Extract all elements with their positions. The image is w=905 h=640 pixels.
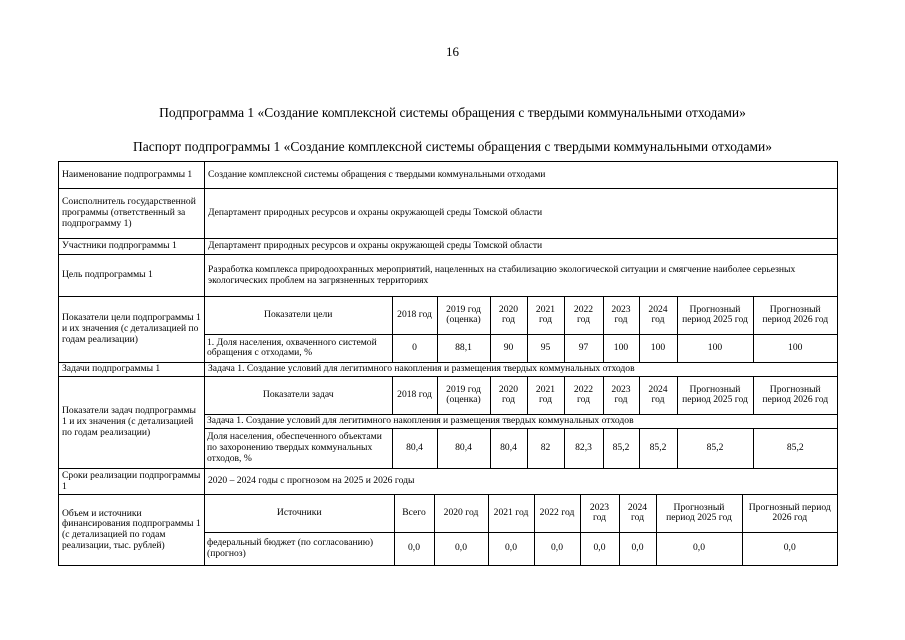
task-indicator-data-row [205,428,837,468]
goal-v-0: 1. Доля населения, охваченного системой обращения с отходами, % [205,334,392,362]
goal-v-6: 100 [603,334,639,362]
terms-row [59,469,838,495]
name-row [59,162,838,189]
task-v-6: 85,2 [603,428,639,468]
task-h-7: 2024 год [639,377,677,414]
task-v-4: 82 [527,428,564,468]
fund-h-3: 2021 год [488,495,534,532]
goal-label: Цель подпрограммы 1 [59,255,205,297]
task-v-2: 80,4 [437,428,490,468]
fund-h-7: Прогнозный период 2025 год [656,495,742,532]
task-v-7: 85,2 [639,428,677,468]
funding-header [205,495,837,532]
fund-v-4: 0,0 [534,532,580,565]
task-h-4: 2021 год [527,377,564,414]
fund-h-0: Источники [205,495,394,532]
goal-h-9: Прогнозный период 2026 год [753,297,837,334]
passport-table [58,161,838,566]
fund-v-0: федеральный бюджет (по согласованию) (прогноз) [205,532,394,565]
goal-v-1: 0 [392,334,437,362]
goal-v-8: 100 [677,334,753,362]
task-indicators-task-label: Задача 1. Создание условий для легитимного накопления и размещения твердых коммунальных отходов [205,414,837,428]
funding-label: Объем и источники финансирования подпрограммы 1 (с детализацией по годам реализации, тыс. рублей) [59,495,205,566]
task-h-2: 2019 год (оценка) [437,377,490,414]
fund-h-5: 2023 год [580,495,619,532]
task-v-3: 80,4 [490,428,527,468]
fund-v-1: 0,0 [394,532,434,565]
goal-v-3: 90 [490,334,527,362]
goal-v-4: 95 [527,334,564,362]
tasks-label: Задачи подпрограммы 1 [59,363,205,377]
goal-v-5: 97 [564,334,603,362]
fund-v-7: 0,0 [656,532,742,565]
goal-h-1: 2018 год [392,297,437,334]
goal-h-0: Показатели цели [205,297,392,334]
funding-row [59,495,838,566]
goal-v-2: 88,1 [437,334,490,362]
task-indicators-header [205,377,837,414]
goal-indicator-data-row [205,334,837,362]
goal-h-4: 2021 год [527,297,564,334]
passport-title: Паспорт подпрограммы 1 «Создание комплексной системы обращения с твердыми коммунальными отходами» [133,139,772,154]
name-value: Создание комплексной системы обращения с твердыми коммунальными отходами [205,162,838,189]
fund-h-8: Прогнозный период 2026 год [742,495,837,532]
fund-h-1: Всего [394,495,434,532]
goal-indicators-cell [205,297,838,363]
name-label: Наименование подпрограммы 1 [59,162,205,189]
goal-indicators-table [205,297,837,362]
fund-v-6: 0,0 [619,532,656,565]
coexecutor-value: Департамент природных ресурсов и охраны окружающей среды Томской области [205,189,838,239]
goal-value: Разработка комплекса природоохранных мероприятий, нацеленных на стабилизацию экологической ситуации и смягчение наиболее серьезных экологических проблем на загрязненных территориях [205,255,838,297]
coexecutor-label: Соисполнитель государственной программы (ответственный за подпрограмму 1) [59,189,205,239]
fund-v-3: 0,0 [488,532,534,565]
task-indicators-task-label-row [205,414,837,428]
goal-h-2: 2019 год (оценка) [437,297,490,334]
page-number: 16 [446,44,459,59]
participants-value: Департамент природных ресурсов и охраны окружающей среды Томской области [205,239,838,255]
goal-h-8: Прогнозный период 2025 год [677,297,753,334]
goal-v-7: 100 [639,334,677,362]
task-v-0: Доля населения, обеспеченного объектами по захоронению твердых коммунальных отходов, % [205,428,392,468]
task-h-5: 2022 год [564,377,603,414]
task-indicators-label: Показатели задач подпрограммы 1 и их значения (с детализацией по годам реализации) [59,377,205,469]
task-indicators-row [59,377,838,469]
goal-indicators-label: Показатели цели подпрограммы 1 и их значения (с детализацией по годам реализации) [59,297,205,363]
goal-h-7: 2024 год [639,297,677,334]
task-v-8: 85,2 [677,428,753,468]
goal-v-9: 100 [753,334,837,362]
fund-v-8: 0,0 [742,532,837,565]
funding-table [205,495,837,565]
fund-h-4: 2022 год [534,495,580,532]
task-h-1: 2018 год [392,377,437,414]
fund-h-6: 2024 год [619,495,656,532]
terms-value: 2020 – 2024 годы с прогнозом на 2025 и 2026 годы [205,469,838,495]
goal-indicators-header [205,297,837,334]
task-h-6: 2023 год [603,377,639,414]
goal-indicators-row [59,297,838,363]
task-indicators-cell [205,377,838,469]
participants-label: Участники подпрограммы 1 [59,239,205,255]
coexecutor-row [59,189,838,239]
subprogram-title: Подпрограмма 1 «Создание комплексной системы обращения с твердыми коммунальными отходами» [159,105,746,120]
task-v-5: 82,3 [564,428,603,468]
tasks-value: Задача 1. Создание условий для легитимного накопления и размещения твердых коммунальных отходов [205,363,838,377]
goal-row [59,255,838,297]
goal-h-6: 2023 год [603,297,639,334]
task-h-3: 2020 год [490,377,527,414]
tasks-row [59,363,838,377]
fund-v-2: 0,0 [434,532,488,565]
fund-v-5: 0,0 [580,532,619,565]
funding-data-row [205,532,837,565]
participants-row [59,239,838,255]
task-h-0: Показатели задач [205,377,392,414]
terms-label: Сроки реализации подпрограммы 1 [59,469,205,495]
task-h-8: Прогнозный период 2025 год [677,377,753,414]
task-v-1: 80,4 [392,428,437,468]
task-v-9: 85,2 [753,428,837,468]
goal-h-3: 2020 год [490,297,527,334]
task-h-9: Прогнозный период 2026 год [753,377,837,414]
funding-cell [205,495,838,566]
task-indicators-table [205,377,837,468]
fund-h-2: 2020 год [434,495,488,532]
goal-h-5: 2022 год [564,297,603,334]
